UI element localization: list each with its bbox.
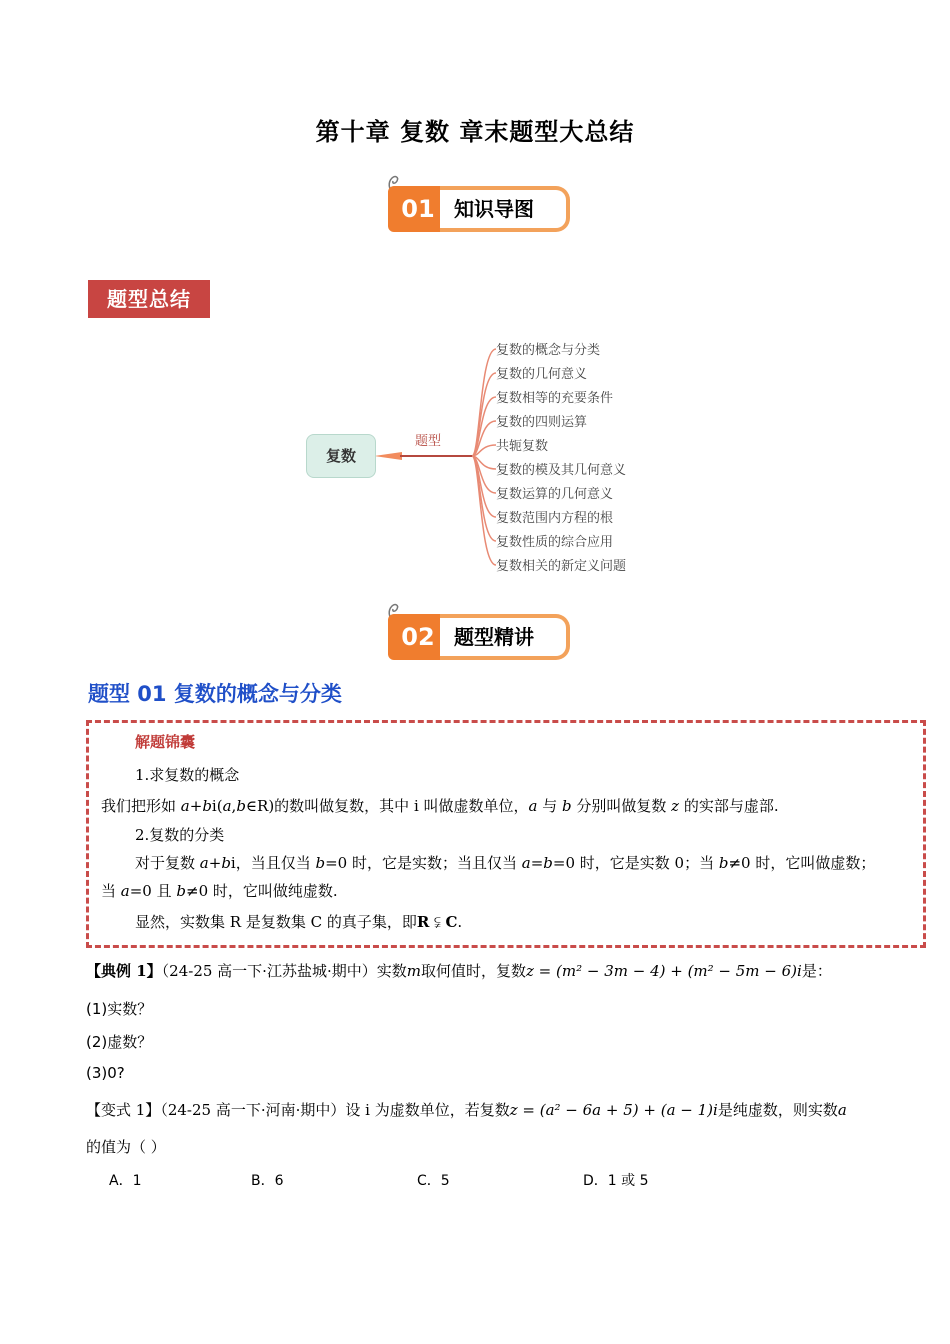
variant-stem-end: 的值为（ ） [86,1138,166,1156]
example-1: 【典例 1】（24-25 高一下·江苏盐城·期中）实数m取何值时，复数z = (m² − 3m − 4) + (m² − 5m − 6)i是： [86,962,832,980]
mindmap-leaf: 共轭复数 [496,439,549,454]
variant-1: 【变式 1】（24-25 高一下·河南·期中）设 i 为虚数单位，若复数z = (a² − 6a + 5) + (a − 1)i是纯虚数，则实数a [86,1101,847,1119]
tips-p2-line1: 对于复数 a+bi，当且仅当 b=0 时，它是实数；当且仅当 a=b=0 时，它是实数 0；当 b≠0 时，它叫做虚数； [135,854,876,872]
variant-source: （24-25 高一下·河南·期中） [160,1101,346,1119]
mindmap-leaf: 复数的概念与分类 [496,343,601,358]
tips-p1-body: 我们把形如 a+bi(a,b∈R)的数叫做复数，其中 i 叫做虚数单位，a 与 b 分别叫做复数 z 的实部与虚部. [101,797,779,815]
option-d: D．1 或 5 [583,1173,649,1189]
mindmap-leaf: 复数相关的新定义问题 [496,559,627,574]
mindmap-branch-label: 题型 [415,434,442,449]
mindmap-root: 复数 [306,434,376,478]
option-b: B．6 [251,1173,284,1189]
mindmap-leaf: 复数的四则运算 [496,415,588,430]
badge-number: 01 [388,186,448,232]
variant-formula: z = (a² − 6a + 5) + (a − 1)i [509,1101,718,1119]
tips-p1-title: 1.求复数的概念 [135,766,240,784]
tips-p2-title: 2.复数的分类 [135,826,225,844]
tips-p3: 显然，实数集 R 是复数集 C 的真子集，即R ⫋ C. [135,913,463,931]
mindmap-leaf: 复数的模及其几何意义 [496,463,627,478]
example-formula: z = (m² − 3m − 4) + (m² − 5m − 6)i [526,962,802,980]
mindmap-leaf: 复数性质的综合应用 [496,535,614,550]
example-part: (2)虚数？ [86,1033,153,1051]
badge-label: 题型精讲 [440,614,570,660]
mindmap-leaf: 复数运算的几何意义 [496,487,614,502]
badge-label: 知识导图 [440,186,570,232]
summary-tag: 题型总结 [88,280,210,318]
option-c: C．5 [417,1173,450,1189]
example-part: (1)实数？ [86,1000,153,1018]
option-a: A．1 [109,1173,142,1189]
badge-number: 02 [388,614,448,660]
section-heading: 题型 01 复数的概念与分类 [88,682,342,706]
example-tag: 【典例 1】 [86,962,162,980]
mindmap-leaf: 复数范围内方程的根 [496,511,614,526]
tips-p2-line2: 当 a=0 且 b≠0 时，它叫做纯虚数. [101,882,338,900]
page-title: 第十章 复数 章末题型大总结 [315,117,635,146]
variant-tag: 【变式 1】 [86,1101,161,1119]
example-part: (3)0? [86,1064,125,1082]
example-source: （24-25 高一下·江苏盐城·期中） [161,962,377,980]
mindmap-leaf: 复数相等的充要条件 [496,391,614,406]
mindmap-leaf: 复数的几何意义 [496,367,588,382]
tips-title: 解题锦囊 [135,733,196,751]
